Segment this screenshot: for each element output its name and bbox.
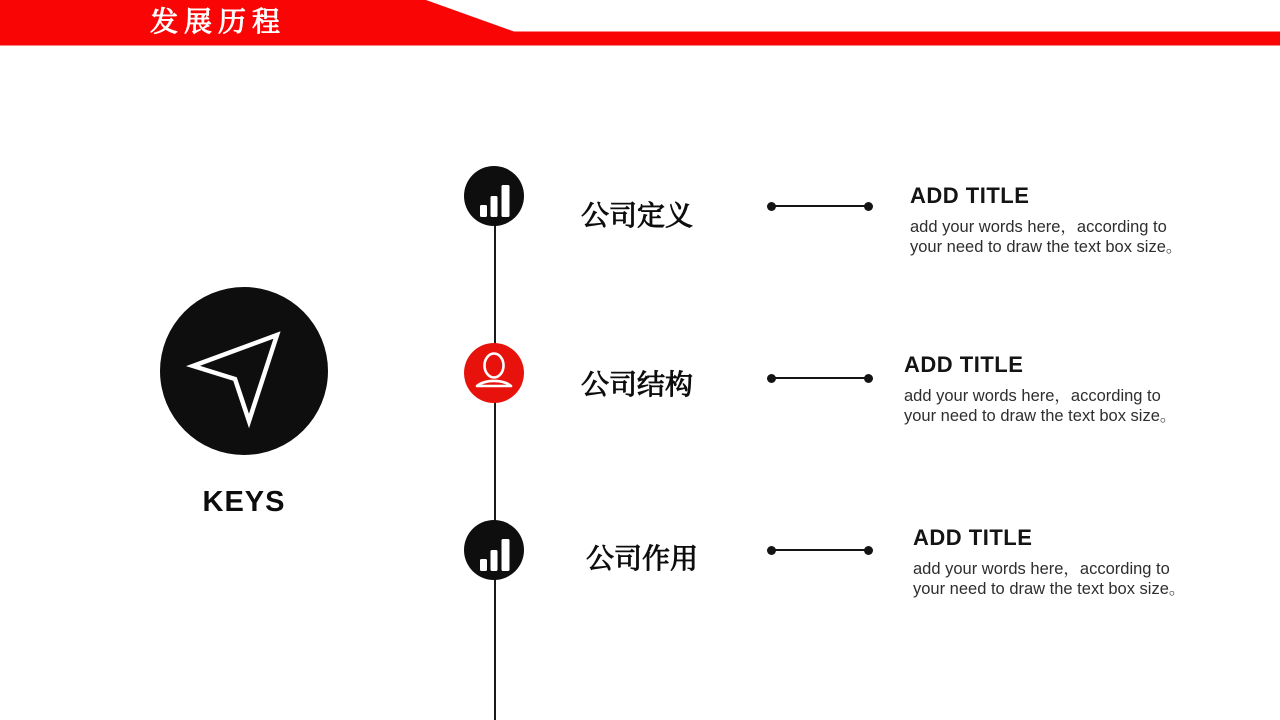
- person-icon: [464, 343, 524, 403]
- connector-line: [771, 377, 869, 379]
- paper-plane-icon: [160, 287, 328, 455]
- text-block-2: [904, 352, 1204, 426]
- timeline-node-1: [464, 166, 524, 226]
- block-title: ADD TITLE: [913, 525, 1033, 550]
- block-body: [904, 387, 1204, 426]
- timeline-line: [494, 196, 496, 720]
- connector-1: [767, 201, 873, 211]
- block-title: ADD TITLE: [904, 352, 1024, 377]
- block-body-line-2: your need to draw the text box size。: [910, 237, 1183, 256]
- timeline-node-3: [464, 520, 524, 580]
- slide-title: 发展历程: [150, 6, 287, 37]
- row-label-1: 公司定义: [580, 200, 693, 231]
- text-block-3: [913, 525, 1213, 599]
- connector-dot-right: [864, 546, 873, 555]
- block-body-line-1: add your words here，according to: [910, 218, 1167, 236]
- key-label: KEYS: [202, 486, 286, 518]
- bar-chart-icon: [464, 166, 524, 226]
- timeline-node-2: [464, 343, 524, 403]
- text-block-1: [910, 183, 1210, 257]
- block-body-line-2: your need to draw the text box size。: [904, 406, 1177, 425]
- block-body-line-1: add your words here，according to: [904, 387, 1161, 405]
- block-body: [913, 560, 1213, 599]
- block-body: [910, 218, 1210, 257]
- block-body-line-2: your need to draw the text box size。: [913, 579, 1186, 598]
- connector-dot-right: [864, 374, 873, 383]
- bar-chart-icon: [464, 520, 524, 580]
- connector-line: [771, 549, 869, 551]
- block-body-line-1: add your words here，according to: [913, 560, 1170, 578]
- connector-3: [767, 545, 873, 555]
- row-label-3: 公司作用: [585, 543, 698, 574]
- row-label-2: 公司结构: [580, 369, 693, 400]
- connector-dot-right: [864, 202, 873, 211]
- key-circle: [160, 287, 328, 455]
- block-title: ADD TITLE: [910, 183, 1030, 208]
- connector-line: [771, 205, 869, 207]
- connector-2: [767, 373, 873, 383]
